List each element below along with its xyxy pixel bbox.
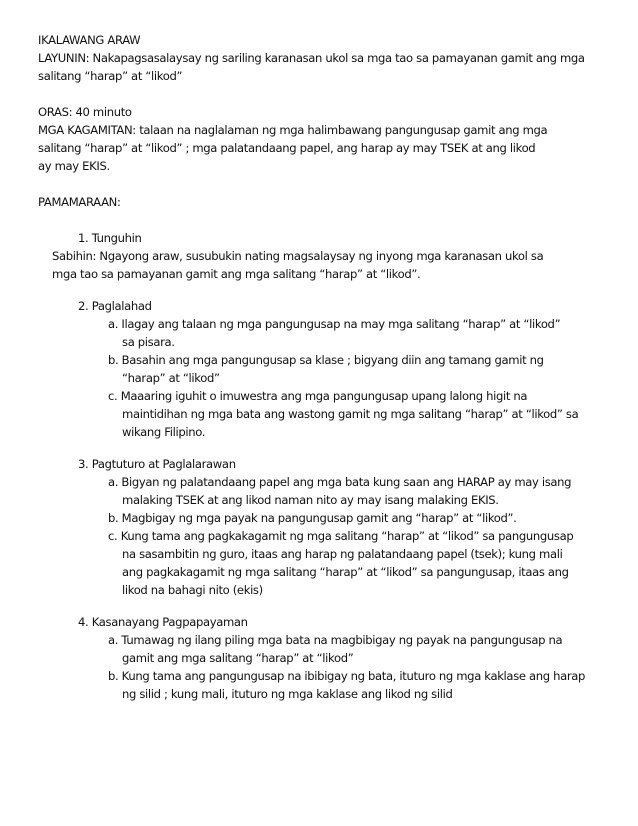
sub-item-line: sa pisara.	[122, 335, 175, 349]
step-title: 4. Kasanayang Pagpapayaman	[78, 615, 248, 629]
sub-item-line: malaking TSEK at ang likod naman nito ay may isang malaking EKIS.	[122, 493, 499, 507]
sub-item-line: ang pagkakagamit ng mga salitang “harap” at “likod” sa pangungusap, itaas ang	[122, 565, 569, 579]
sub-item-line: b. Magbigay ng mga payak na pangungusap gamit ang “harap” at “likod”.	[108, 511, 517, 525]
sub-item-line: na sasambitin ng guro, itaas ang harap ng palatandaang papel (tsek); kung mali	[122, 547, 563, 561]
objective-line: salitang “harap” at “likod”	[38, 69, 183, 83]
sub-item-line: a. Ilagay ang talaan ng mga pangungusap na may mga salitang “harap” at “likod”	[108, 317, 561, 331]
sub-item-line: a. Tumawag ng ilang piling mga bata na magbibigay ng payak na pangungusap na	[108, 633, 563, 647]
sub-item-line: wikang Filipino.	[122, 425, 206, 439]
sub-item-line: “harap” at “likod”	[122, 371, 220, 385]
step-body-line: Sabihin: Ngayong araw, susubukin nating magsalaysay ng inyong mga karanasan ukol sa	[52, 249, 544, 263]
lesson-plan	[38, 31, 608, 703]
materials-line: MGA KAGAMITAN: talaan na naglalaman ng mga halimbawang pangungusap gamit ang mga	[38, 123, 548, 137]
sub-item-line: b. Kung tama ang pangungusap na ibibigay ng bata, ituturo ng mga kaklase ang harap	[108, 669, 586, 683]
sub-item-line: c. Maaaring iguhit o imuwestra ang mga pangungusap upang lalong higit na	[108, 389, 528, 403]
sub-item-line: ng silid ; kung mali, ituturo ng mga kaklase ang likod ng silid	[122, 687, 453, 701]
procedure-heading: PAMAMARAAN:	[38, 195, 121, 209]
step-title: 1. Tunguhin	[78, 231, 142, 245]
step-title: 2. Paglalahad	[78, 299, 152, 313]
sub-item-line: gamit ang mga salitang “harap” at “likod”	[122, 651, 354, 665]
step-title: 3. Pagtuturo at Paglalarawan	[78, 457, 236, 471]
sub-item-line: b. Basahin ang mga pangungusap sa klase ; bigyang diin ang tamang gamit ng	[108, 353, 544, 367]
sub-item-line: likod na bahagi nito (ekis)	[122, 583, 263, 597]
sub-item-line: maintidihan ng mga bata ang wastong gamit ng mga salitang “harap” at “likod” sa	[122, 407, 579, 421]
sub-item-line: c. Kung tama ang pagkakagamit ng mga salitang “harap” at “likod” sa pangungusap	[108, 529, 574, 543]
materials-line: salitang “harap” at “likod” ; mga palatandaang papel, ang harap ay may TSEK at ang likod	[38, 141, 536, 155]
objective-line: LAYUNIN: Nakapagsasalaysay ng sariling karanasan ukol sa mga tao sa pamayanan gamit ang mga	[38, 51, 585, 65]
materials-line: ay may EKIS.	[38, 159, 110, 173]
step-body-line: mga tao sa pamayanan gamit ang mga salitang “harap” at “likod”.	[52, 267, 421, 281]
sub-item-line: a. Bigyan ng palatandaang papel ang mga bata kung saan ang HARAP ay may isang	[108, 475, 572, 489]
time-line: ORAS: 40 minuto	[38, 105, 132, 119]
page-title: IKALAWANG ARAW	[38, 33, 141, 47]
